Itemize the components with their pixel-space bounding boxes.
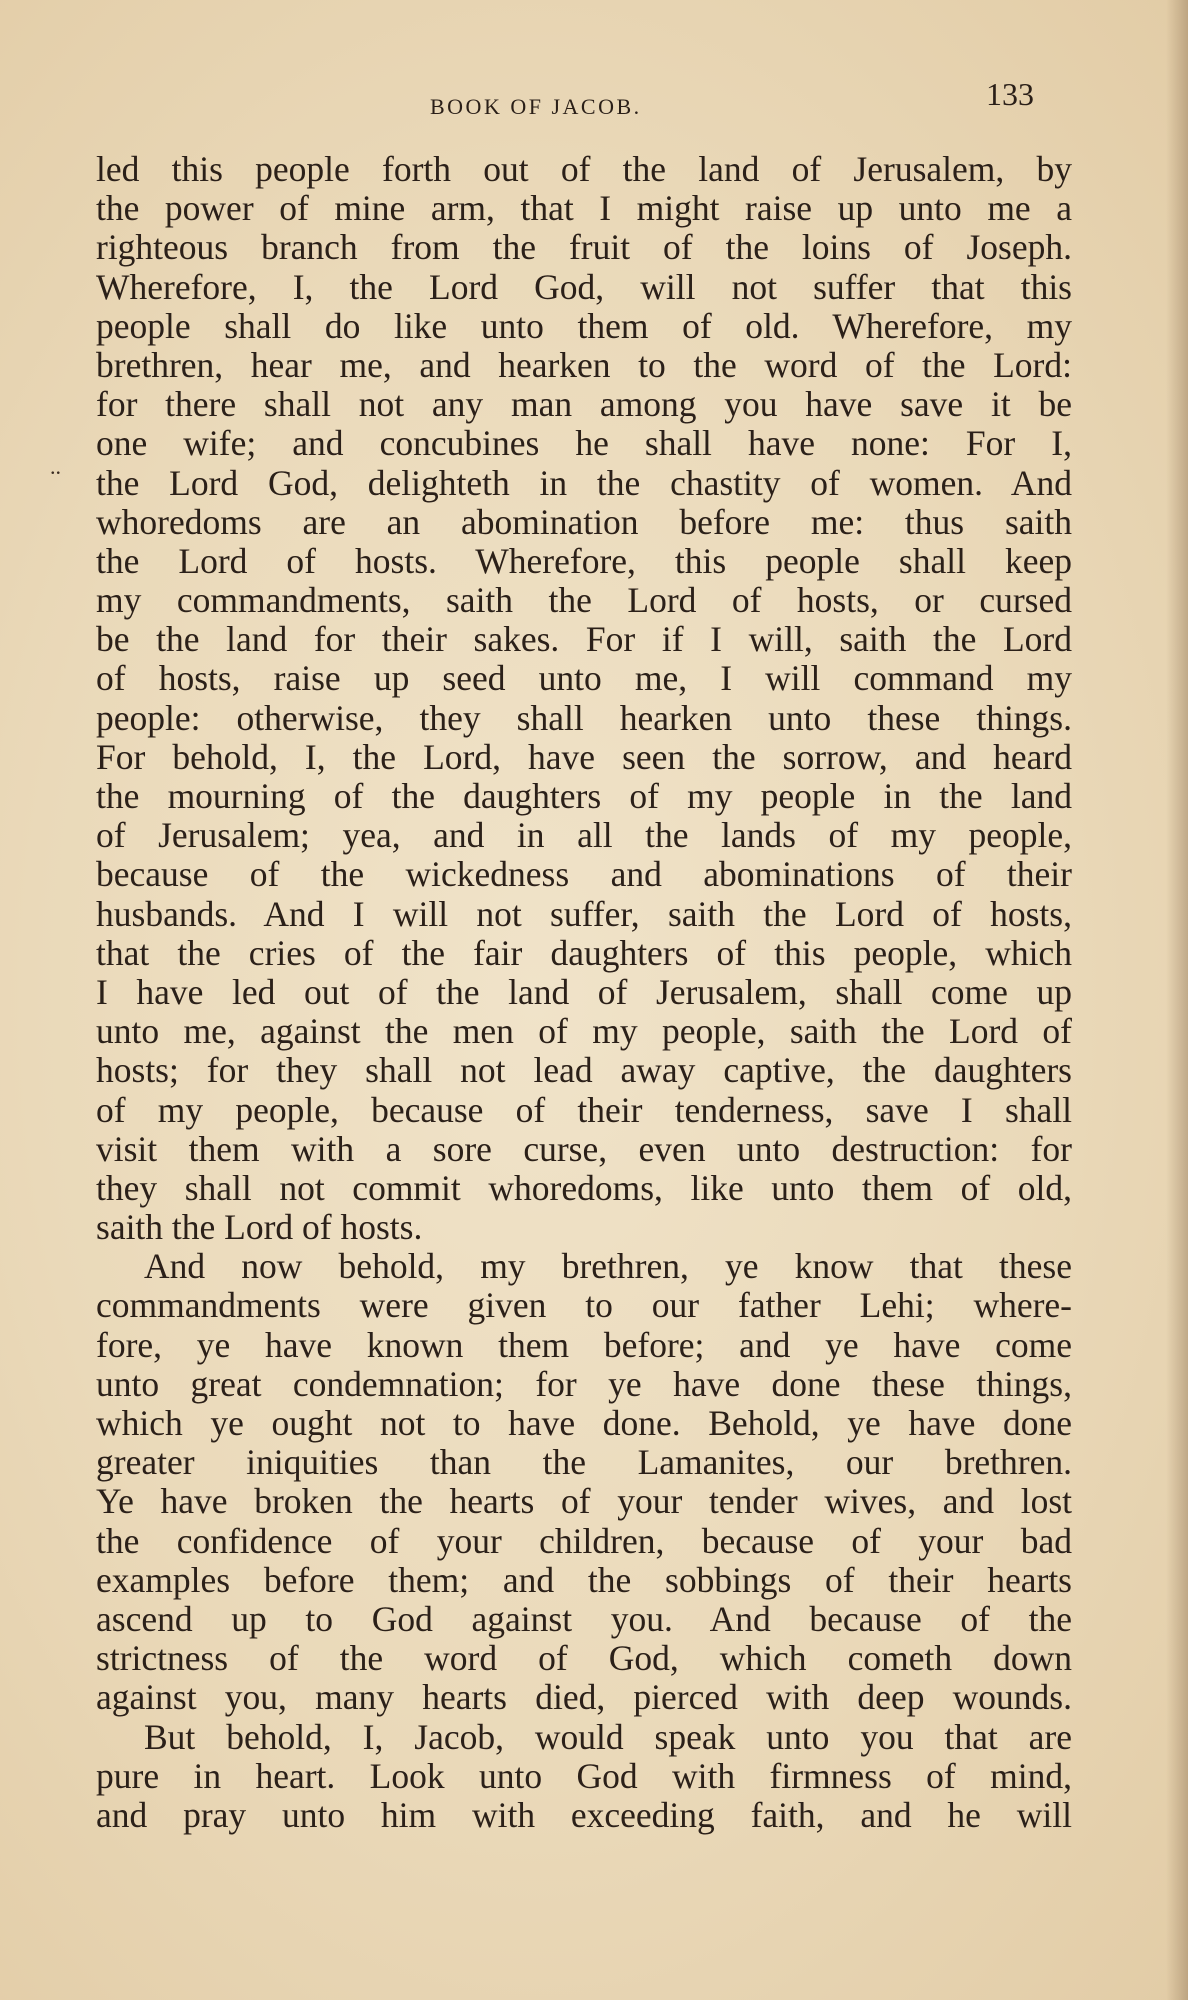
text-line: against you, many hearts died, pierced with deep wounds. (96, 1677, 1072, 1718)
text-line: unto me, against the men of my people, saith the Lord of (96, 1011, 1072, 1052)
text-line: people: otherwise, they shall hearken unto these things. (96, 697, 1072, 738)
text-line: fore, ye have known them before; and ye have come (96, 1324, 1072, 1365)
text-line: the Lord of hosts. Wherefore, this people shall keep (96, 540, 1072, 581)
text-line: of my people, because of their tenderness, save I shall (96, 1089, 1072, 1130)
text-line: which ye ought not to have done. Behold, ye have done (96, 1403, 1072, 1443)
page-edge-shadow (1166, 0, 1188, 2000)
text-line: commandments were given to our father Lehi; where- (96, 1285, 1072, 1326)
text-line: of Jerusalem; yea, and in all the lands of my people, (96, 815, 1072, 856)
text-line: strictness of the word of God, which cometh down (96, 1638, 1072, 1679)
page-header (0, 76, 1188, 119)
paragraph-start-line: And now behold, my brethren, ye know that these (144, 1246, 1072, 1287)
text-line: the Lord God, delighteth in the chastity of women. And (96, 462, 1072, 503)
text-line: for there shall not any man among you have save it be (96, 384, 1072, 425)
text-line: that the cries of the fair daughters of this people, which (96, 932, 1072, 973)
text-line: the mourning of the daughters of my people in the land (96, 776, 1072, 816)
text-line: I have led out of the land of Jerusalem, shall come up (96, 971, 1072, 1012)
margin-mark: .. (50, 454, 61, 479)
text-line: Wherefore, I, the Lord God, will not suffer that this (96, 266, 1072, 307)
text-line: the confidence of your children, because of your bad (96, 1520, 1072, 1561)
text-line: examples before them; and the sobbings of their hearts (96, 1559, 1072, 1600)
text-line: one wife; and concubines he shall have none: For I, (96, 423, 1072, 464)
text-line: because of the wickedness and abominations of their (96, 854, 1072, 895)
text-line: unto great condemnation; for ye have done these things, (96, 1363, 1072, 1404)
body-text (96, 150, 1072, 1835)
text-line: righteous branch from the fruit of the loins of Joseph. (96, 227, 1072, 268)
paragraph-end-line: saith the Lord of hosts. (96, 1207, 423, 1248)
text-line: hosts; for they shall not lead away captive, the daughters (96, 1050, 1072, 1091)
text-line: For behold, I, the Lord, have seen the sorrow, and heard (96, 736, 1072, 777)
text-line: Ye have broken the hearts of your tender wives, and lost (96, 1481, 1072, 1522)
text-line: husbands. And I will not suffer, saith the Lord of hosts, (96, 893, 1072, 934)
text-line: my commandments, saith the Lord of hosts, or cursed (96, 580, 1072, 621)
text-line: of hosts, raise up seed unto me, I will command my (96, 658, 1072, 699)
text-line: and pray unto him with exceeding faith, and he will (96, 1794, 1072, 1835)
text-line: be the land for their sakes. For if I will, saith the Lord (96, 619, 1072, 660)
text-line: visit them with a sore curse, even unto destruction: for (96, 1128, 1072, 1169)
text-line: led this people forth out of the land of Jerusalem, by (96, 149, 1072, 189)
running-head: BOOK OF JACOB. (430, 94, 642, 119)
text-line: they shall not commit whoredoms, like unto them of old, (96, 1167, 1072, 1208)
text-line: greater iniquities than the Lamanites, our brethren. (96, 1442, 1072, 1483)
paragraph-start-line: But behold, I, Jacob, would speak unto you that are (144, 1716, 1072, 1757)
text-line: people shall do like unto them of old. Wherefore, my (96, 305, 1072, 346)
text-line: brethren, hear me, and hearken to the word of the Lord: (96, 344, 1072, 385)
text-line: whoredoms are an abomination before me: thus saith (96, 501, 1072, 542)
text-line: the power of mine arm, that I might raise up unto me a (96, 188, 1072, 229)
page-number: 133 (986, 76, 1034, 112)
text-line: pure in heart. Look unto God with firmness of mind, (96, 1755, 1072, 1796)
text-line: ascend up to God against you. And because of the (96, 1598, 1072, 1639)
